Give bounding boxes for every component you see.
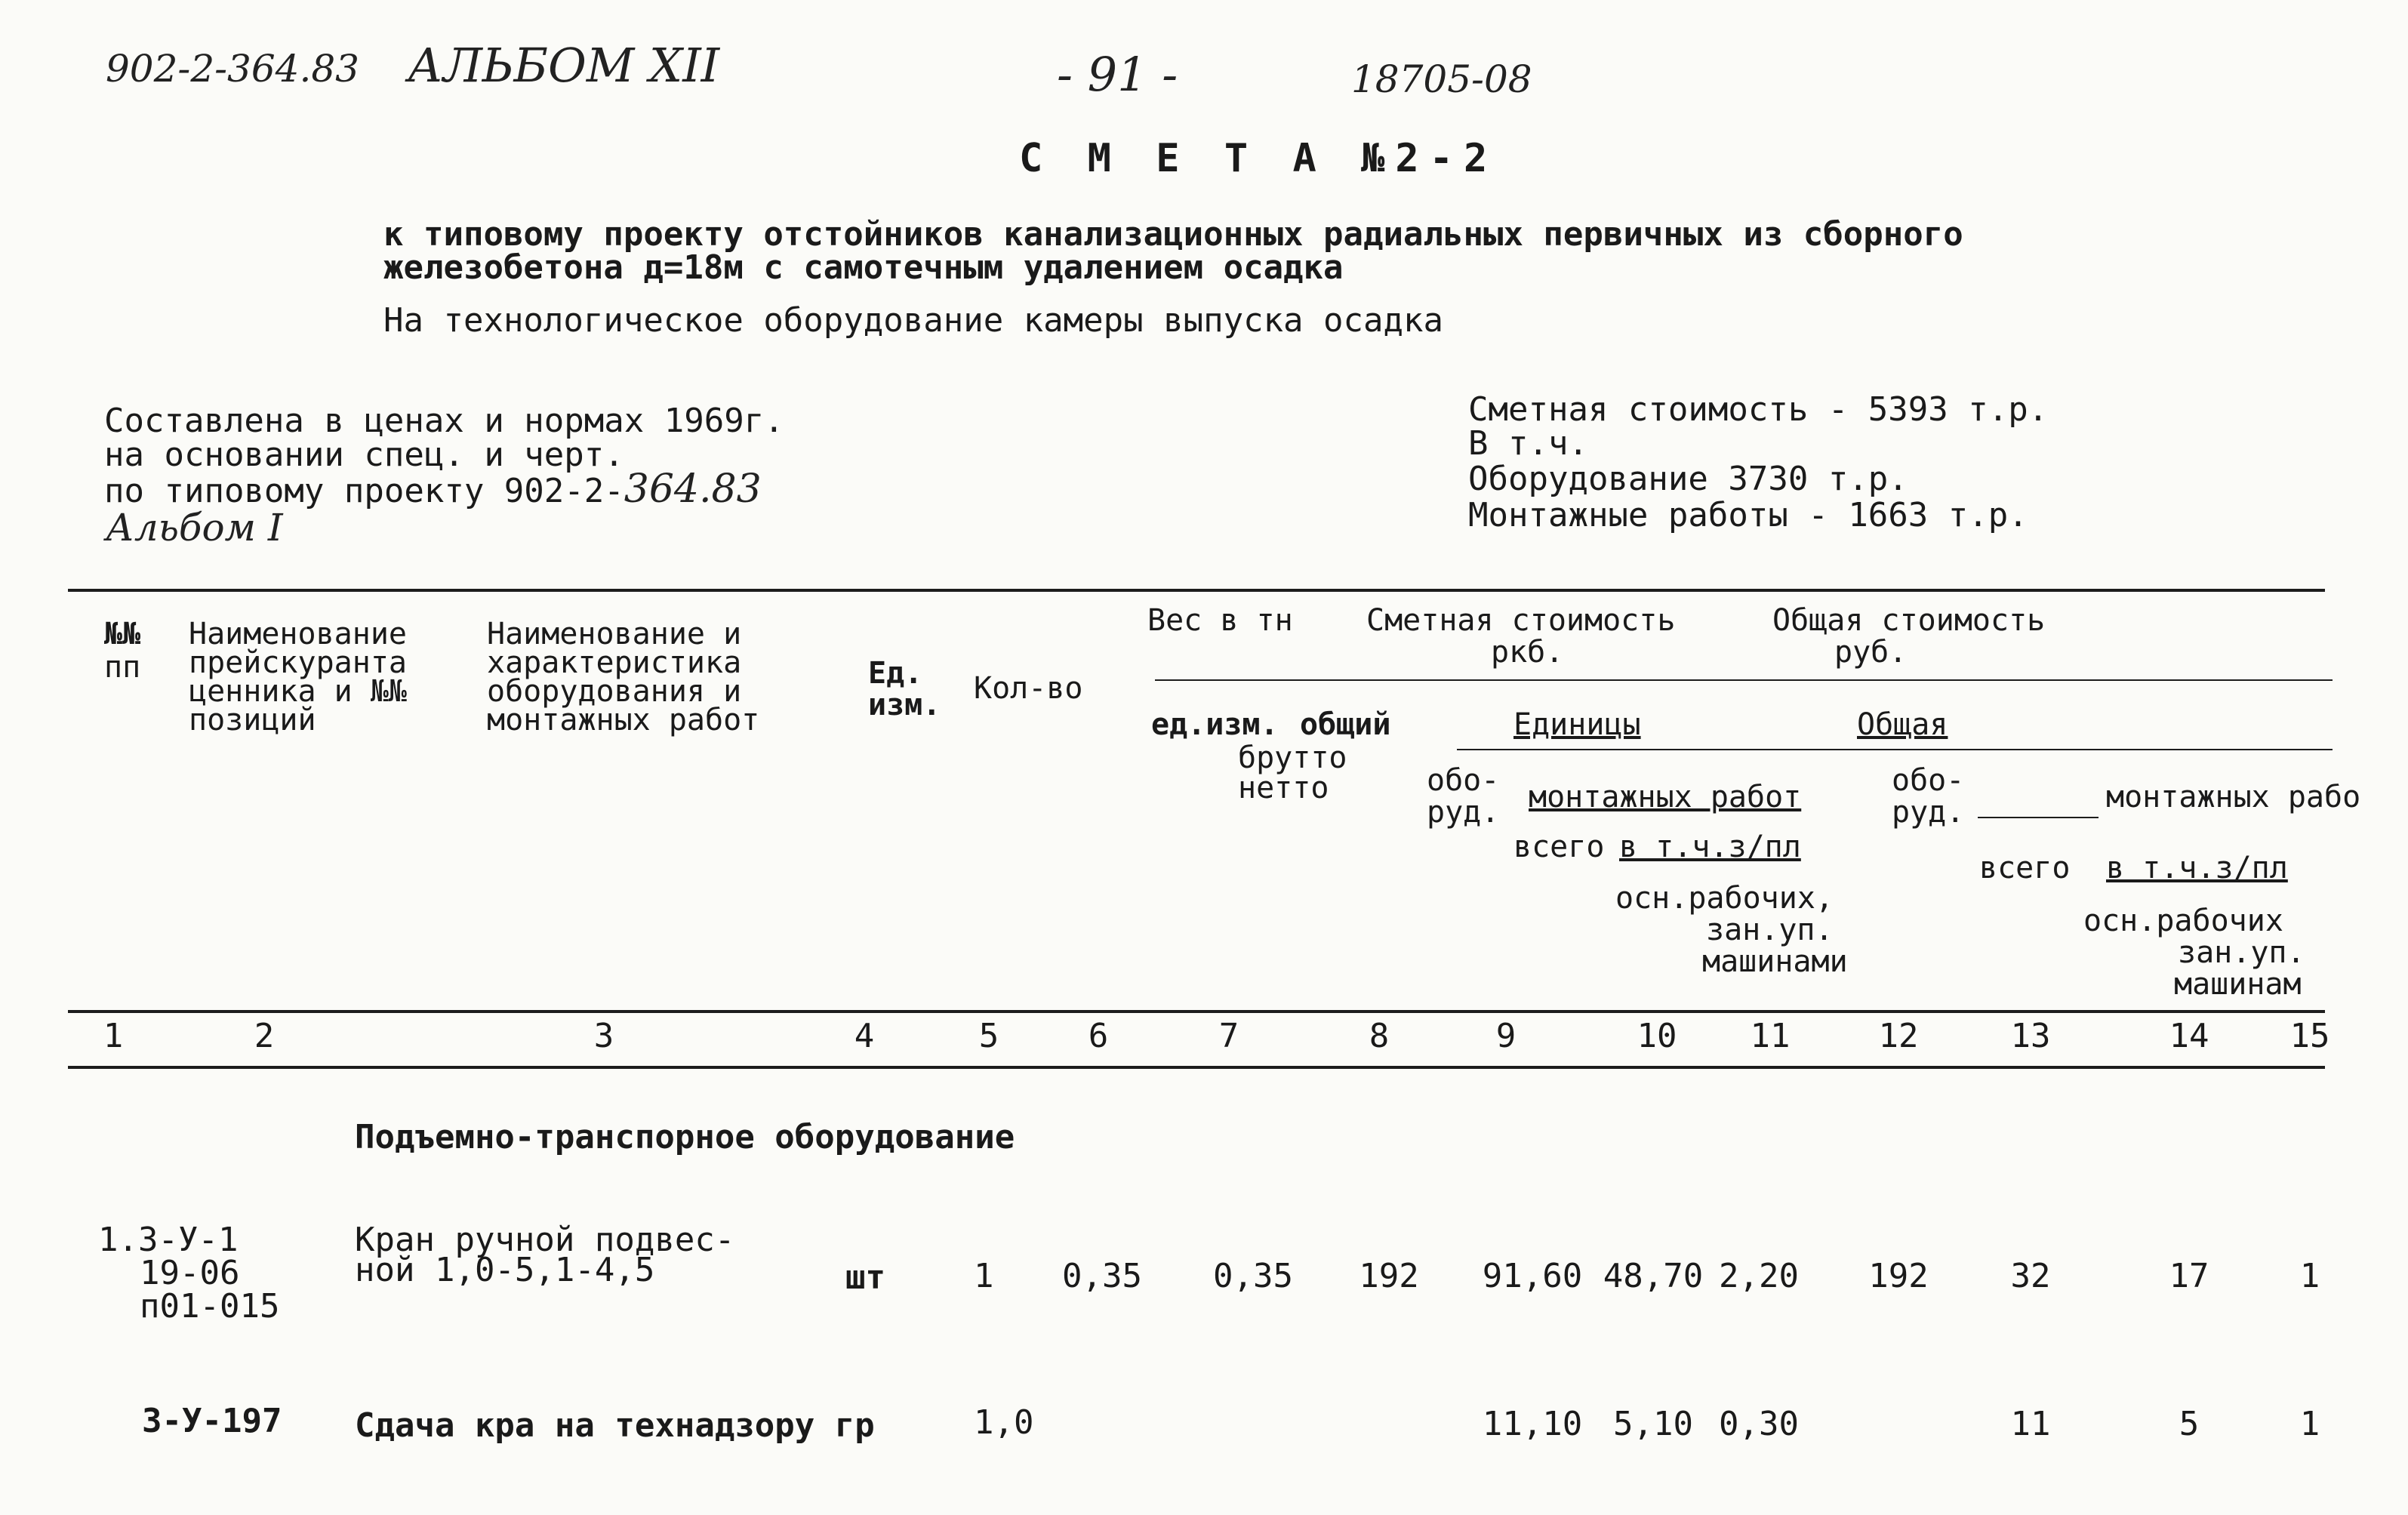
basis-line-3-handwritten: 364.83 <box>624 467 762 512</box>
hdr-all-2: всего <box>1979 851 2071 885</box>
colnum-bottom-rule <box>68 1066 2325 1069</box>
row1-weight-total: 0,35 <box>1213 1257 1293 1295</box>
row1-unit: шт <box>845 1258 885 1297</box>
hdr-total-cost: Общая стоимость <box>1772 603 2046 638</box>
row1-install-total: 32 <box>2010 1257 2051 1295</box>
hdr-incl-wages-2: в т.ч.з/пл <box>2106 851 2288 885</box>
row2-install-total-machines: 1 <box>2299 1405 2320 1443</box>
hdr-weight-total: общий <box>1300 707 1391 742</box>
hdr-col3-b: характеристика <box>487 645 742 680</box>
hdr-rule-1 <box>1155 679 2333 681</box>
hdr-equip2-b: руд. <box>1892 795 1965 830</box>
subtitle-line-3: На технологическое оборудование камеры выпуска осадка <box>383 301 1443 340</box>
basis-line-2: на основании спец. и черт. <box>104 436 624 474</box>
hdr-weight-unit: ед.изм. <box>1151 707 1279 742</box>
row2-install-total-wages: 5 <box>2179 1405 2200 1443</box>
page-title: С М Е Т А №2-2 <box>1019 136 1498 181</box>
row2-install-unit-total: 11,10 <box>1482 1405 1583 1443</box>
hdr-all: всего <box>1513 830 1605 864</box>
handwritten-code: 902-2-364.83 <box>106 47 359 91</box>
row1-code-3: п01-015 <box>140 1287 280 1326</box>
colnum-13: 13 <box>2010 1017 2051 1055</box>
colnum-2: 2 <box>254 1017 275 1055</box>
colnum-8: 8 <box>1369 1017 1390 1055</box>
hdr-col3-d: монтажных работ <box>487 703 760 737</box>
colnum-11: 11 <box>1750 1017 1791 1055</box>
hdr-units: Единицы <box>1513 707 1641 742</box>
hdr-weight-net: нетто <box>1238 771 1329 805</box>
colnum-15: 15 <box>2289 1017 2330 1055</box>
hdr-main-workers2-c: машинам <box>2174 967 2302 1002</box>
hdr-weight-gross: брутто <box>1238 741 1347 775</box>
hdr-main-workers2-b: зан.уп. <box>2178 935 2305 970</box>
cost-line-1: Сметная стоимость - 5393 т.р. <box>1468 390 2049 429</box>
row1-install-unit-total: 91,60 <box>1482 1257 1583 1295</box>
hdr-install-works: монтажных работ <box>1529 780 1802 814</box>
hdr-col3-a: Наименование и <box>487 617 742 651</box>
hdr-incl-wages: в т.ч.з/пл <box>1619 830 1801 864</box>
row2-qty: 1,0 <box>974 1403 1034 1442</box>
colnum-4: 4 <box>854 1017 875 1055</box>
row1-install-total-machines: 1 <box>2299 1257 2320 1295</box>
row2-name: Сдача кра на технадзору гр <box>355 1406 875 1445</box>
hdr-col3-c: оборудования и <box>487 674 742 709</box>
colnum-12: 12 <box>1878 1017 1919 1055</box>
hdr-equip-b: руд. <box>1427 795 1500 830</box>
basis-line-3 <box>104 467 762 512</box>
colnum-14: 14 <box>2169 1017 2209 1055</box>
section-title: Подъемно-транспорное оборудование <box>355 1118 1015 1156</box>
hdr-main-workers-c: машинами <box>1702 944 1848 979</box>
row1-code-2: 19-06 <box>140 1254 240 1292</box>
hdr-main-workers-a: осн.рабочих, <box>1615 881 1834 916</box>
row2-code: 3-У-197 <box>142 1402 282 1440</box>
subtitle-line-1: к типовому проекту отстойников канализационных радиальных первичных из сборного <box>383 215 1963 254</box>
cost-line-4: Монтажные работы - 1663 т.р. <box>1468 496 2028 534</box>
row1-name-1: Кран ручной подвес- <box>355 1221 735 1259</box>
basis-line-4-handwritten: Альбом I <box>106 506 283 550</box>
row1-install-unit-machines: 2,20 <box>1719 1257 1799 1295</box>
row2-install-unit-machines: 0,30 <box>1719 1405 1799 1443</box>
colnum-10: 10 <box>1637 1017 1677 1055</box>
hdr-quantity: Кол-во <box>974 671 1083 706</box>
hdr-equip2-a: обо- <box>1892 763 1965 798</box>
hdr-main-workers2-a: осн.рабочих <box>2083 904 2283 938</box>
row1-weight-unit: 0,35 <box>1062 1257 1142 1295</box>
row1-install-total-wages: 17 <box>2169 1257 2209 1295</box>
row2-install-total: 11 <box>2010 1405 2051 1443</box>
colnum-1: 1 <box>103 1017 124 1055</box>
colnum-9: 9 <box>1495 1017 1517 1055</box>
hdr-est-cost: Сметная стоимость <box>1366 603 1676 638</box>
hdr-col1-a: №№ <box>104 617 141 651</box>
hdr-bottom-rule <box>68 1010 2325 1013</box>
row1-qty: 1 <box>974 1257 994 1295</box>
cost-line-3: Оборудование 3730 т.р. <box>1468 460 1908 498</box>
page-number: - 91 - <box>1057 47 1178 102</box>
hdr-rule-3 <box>1978 817 2099 818</box>
basis-line-3-printed: по типовому проекту 902-2- <box>104 472 624 510</box>
table-top-rule <box>68 589 2325 592</box>
hdr-total-cost-unit: руб. <box>1834 635 1908 670</box>
hdr-main-workers-b: зан.уп. <box>1706 913 1834 947</box>
row2-install-unit-wages: 5,10 <box>1613 1405 1693 1443</box>
colnum-5: 5 <box>978 1017 999 1055</box>
hdr-col4-b: изм. <box>868 688 941 722</box>
hdr-col2-d: позиций <box>189 703 316 737</box>
basis-line-1: Составлена в ценах и нормах 1969г. <box>104 402 784 440</box>
hdr-equip-a: обо- <box>1427 763 1500 798</box>
colnum-6: 6 <box>1088 1017 1109 1055</box>
hdr-total: Общая <box>1857 707 1948 742</box>
row1-equip-total: 192 <box>1868 1257 1929 1295</box>
row1-equip-unit: 192 <box>1359 1257 1419 1295</box>
row1-install-unit-wages: 48,70 <box>1603 1257 1704 1295</box>
document-number: 18705-08 <box>1351 57 1532 101</box>
subtitle-line-2: железобетона д=18м с самотечным удалением осадка <box>383 248 1344 287</box>
colnum-7: 7 <box>1218 1017 1239 1055</box>
cost-line-2: В т.ч. <box>1468 424 1588 463</box>
hdr-col2-c: ценника и №№ <box>189 674 407 709</box>
hdr-col4-a: Ед. <box>868 656 923 691</box>
hdr-weight: Вес в тн <box>1147 603 1293 638</box>
hdr-install-works-2: монтажных рабо <box>2106 780 2361 814</box>
hdr-col2-a: Наименование <box>189 617 407 651</box>
hdr-col1-b: пп <box>104 650 141 685</box>
hdr-rule-2 <box>1457 749 2333 750</box>
handwritten-album: АЛЬБОМ XII <box>408 38 720 93</box>
row1-name-2: ной 1,0-5,1-4,5 <box>355 1251 655 1289</box>
hdr-col2-b: прейскуранта <box>189 645 407 680</box>
row1-code-1: 1.3-У-1 <box>98 1221 239 1259</box>
colnum-3: 3 <box>593 1017 614 1055</box>
hdr-est-cost-unit: ркб. <box>1491 635 1564 670</box>
